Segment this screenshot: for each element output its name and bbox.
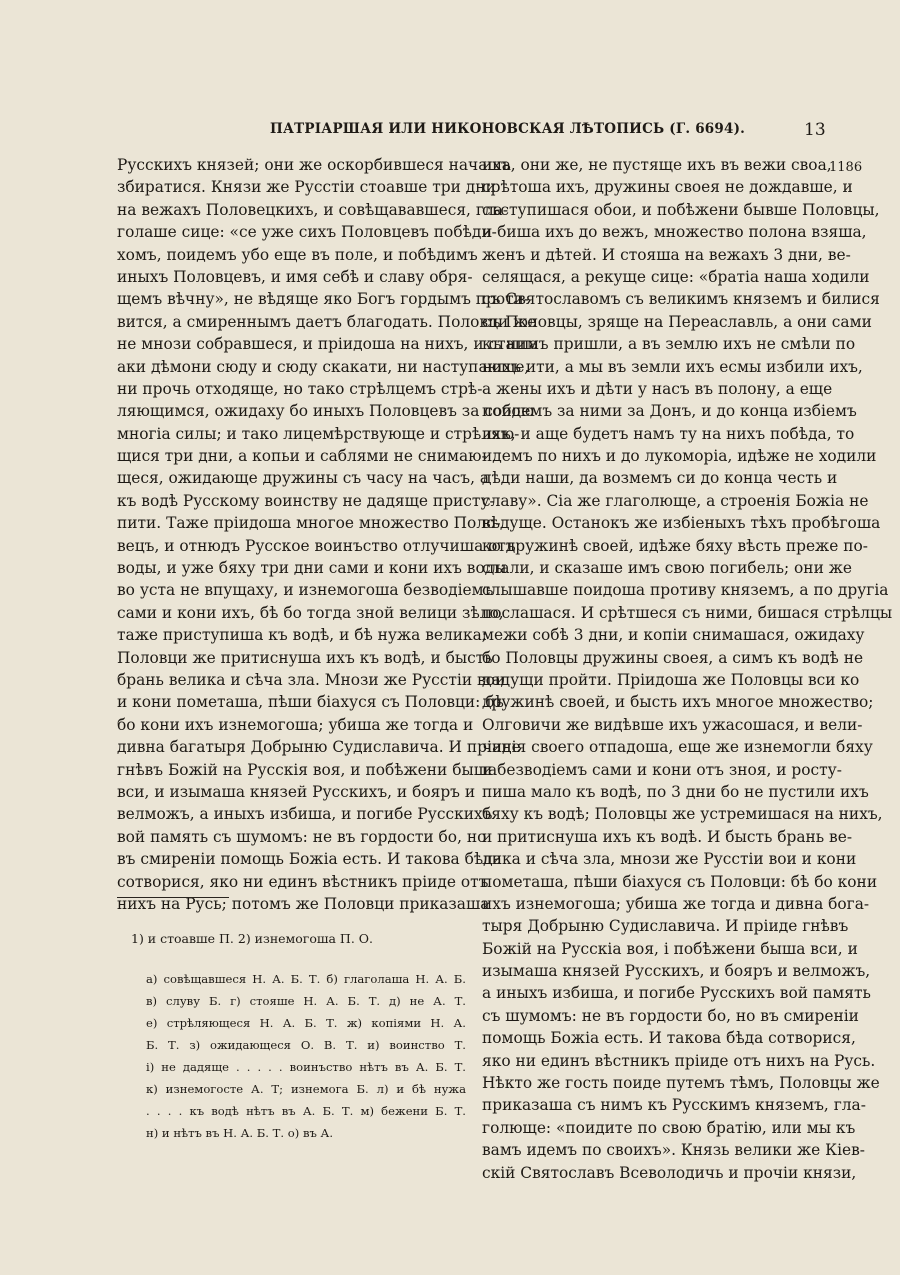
text-line: съ Святославомъ съ великимъ княземъ и билися <box>482 290 880 309</box>
text-line: поидемъ за ними за Донъ, и до конца избіемъ <box>482 402 857 421</box>
text-line: вецъ, и отнюдъ Русское воинъство отлучиша отъ <box>117 536 516 555</box>
text-line: многіа силы; и тако лицемѣрствующе и стрѣляю- <box>117 424 520 443</box>
text-line: ихъ изнемогоша; убиша же тогда и дивна бога- <box>482 894 870 913</box>
text-line: пометаша, пѣши біахуся съ Половци: бѣ бо кони <box>482 872 878 891</box>
text-line: ко дружинѣ своей, идѣже бяху вѣсть преже по- <box>482 536 868 555</box>
text-line: нихъ ити, а мы въ земли ихъ есмы избили ихъ, <box>482 357 863 376</box>
text-line: срѣтоша ихъ, дружины своея не дождавше, и <box>482 178 853 197</box>
text-line: брань велика и сѣча зла. Мнози же Русстіи вои <box>117 670 506 689</box>
text-line: и кони пометаша, пѣши біахуся съ Половци: бѣ <box>117 693 504 712</box>
footnote-divider <box>117 897 229 898</box>
text-line: и биша ихъ до вежъ, множество полона взяша, <box>482 223 867 242</box>
text-line: воды, и уже бяху три дни сами и кони ихъ воды <box>117 559 507 578</box>
text-line: Нѣкто же гость поиде путемъ тѣмъ, Половцы же <box>482 1074 880 1093</box>
text-line: слышавше поидоша противу княземъ, а по другіа <box>482 581 889 600</box>
text-line: збиратися. Князи же Русстіи стоавше три дни <box>117 178 496 197</box>
variant-line: в) слуву Б. г) стояше Н. А. Б. Т. д) не А. Т. <box>146 994 466 1008</box>
text-line: приказаша съ нимъ къ Русскимъ княземъ, гла- <box>482 1096 866 1115</box>
text-line: вѣдуще. Останокъ же избіеныхъ тѣхъ пробѣгоша <box>482 514 881 533</box>
text-line: Половци же притиснуша ихъ къ водѣ, и бысть <box>117 648 493 667</box>
text-line: межи собѣ 3 дни, и копіи снимашася, ожидаху <box>482 626 865 645</box>
text-line: въ смиреніи помощь Божіа есть. И такова бѣда <box>117 850 502 869</box>
text-line: гнѣвъ Божій на Русскія воя, и побѣжени быша <box>117 760 498 779</box>
text-line: а жены ихъ и дѣти у насъ въ полону, а еще <box>482 379 833 398</box>
text-line: во уста не впущаху, и изнемогоша безводіемъ <box>117 581 494 600</box>
footnotes: 1) и стоавше П. 2) изнемогоша П. О. <box>131 931 373 946</box>
text-line: бо кони ихъ изнемогоша; убиша же тогда и <box>117 715 474 734</box>
text-line: Божій на Русскіа воя, і побѣжени быша вси, и <box>482 939 858 958</box>
text-line: аки дѣмони сюду и сюду скакати, ни наступающе, <box>117 357 530 376</box>
variant-line: Б. Т. з) ожидающеся О. В. Т. и) воинство Т. <box>146 1038 466 1052</box>
text-line: скій Святославъ Всеволодичь и прочіи князи, <box>482 1163 857 1182</box>
variant-line: е) стрѣляющеся Н. А. Б. Т. ж) копіями Н. А. <box>146 1016 466 1030</box>
text-line: яко ни единъ вѣстникъ пріиде отъ нихъ на Русь. <box>482 1051 876 1070</box>
margin-year: 1186 <box>829 160 863 175</box>
text-line: и безводіемъ сами и кони отъ зноя, и росту- <box>482 760 842 779</box>
variant-line: . . . . къ водѣ нѣтъ въ А. Б. Т. м) бежени Б. Т. <box>146 1104 466 1118</box>
text-line: женъ и дѣтей. И стояша на вежахъ 3 дни, ве- <box>482 245 851 264</box>
text-line: и притиснуша ихъ къ водѣ. И бысть брань ве- <box>482 827 853 846</box>
text-line: пити. Таже пріидоша многое множество Поло- <box>117 514 501 533</box>
text-line: изымаша князей Русскихъ, и бояръ и велможъ, <box>482 962 871 981</box>
text-line: дѣди наши, да возмемъ си до конца честь и <box>482 469 838 488</box>
text-line: съступишася обои, и побѣжени бывше Половцы, <box>482 200 880 219</box>
text-line: щися три дни, а копьи и саблями не снимаю- <box>117 447 487 466</box>
text-line: славу». Сіа же глаголюще, а строенія Божіа не <box>482 491 869 510</box>
text-line: пиша мало къ водѣ, по 3 дни бо не пустили ихъ <box>482 782 869 801</box>
text-line: щеся, ожидающе дружины съ часу на часъ, а <box>117 469 490 488</box>
text-line: послашася. И срѣтшеся съ ними, бишася стрѣлцы <box>482 603 893 622</box>
left-text-column <box>117 154 539 915</box>
variant-readings <box>146 968 466 1144</box>
text-line: дивна багатыря Добрыню Судиславича. И пріиде <box>117 738 521 757</box>
text-line: дадущи пройти. Пріидоша же Половцы вси ко <box>482 670 860 689</box>
text-line: тыря Добрыню Судиславича. И пріиде гнѣвъ <box>482 917 849 936</box>
variant-line: к) изнемогосте А. Т; изнемога Б. л) и бѣ нужа <box>146 1082 466 1096</box>
text-line: голюще: «поидите по свою братію, или мы къ <box>482 1118 856 1137</box>
text-line: къ водѣ Русскому воинству не дадяще присту- <box>117 491 495 510</box>
text-line: лика и сѣча зла, мнози же Русстіи вои и кони <box>482 850 857 869</box>
variant-line: а) совѣщавшеся Н. А. Б. Т. б) глаголаша Н. А. Б. <box>146 972 466 986</box>
text-line: Русскихъ князей; они же оскорбившеся начаша <box>117 156 511 174</box>
text-line: щемъ вѣчну», не вѣдяще яко Богъ гордымъ проти- <box>117 290 530 309</box>
text-line: хомъ, поидемъ убо еще въ поле, и побѣдимъ <box>117 245 478 264</box>
text-line: чанія своего отпадоша, еще же изнемогли бяху <box>482 738 873 757</box>
text-line: съ шумомъ: не въ гордости бо, но въ смиреніи <box>482 1006 859 1025</box>
text-line: голаше сице: «се уже сихъ Половцевъ побѣди- <box>117 223 497 242</box>
text-line: сами и кони ихъ, бѣ бо тогда зной велици зѣло, <box>117 603 504 622</box>
text-line: вится, а смиреннымъ даетъ благодать. Половци же <box>117 312 537 331</box>
text-line: иныхъ Половцевъ, и имя себѣ и славу обря- <box>117 267 473 286</box>
text-line: съ Половцы, зряще на Переаславль, а они сами <box>482 312 872 331</box>
page-number: 13 <box>804 120 826 140</box>
text-line: на вежахъ Половецкихъ, и совѣщававшеся, гла- <box>117 200 509 219</box>
text-line: къ нимъ пришли, а въ землю ихъ не смѣли по <box>482 335 856 354</box>
text-line: бо Половцы дружины своея, а симъ къ водѣ не <box>482 648 864 667</box>
text-line: дружинѣ своей, и бысть ихъ многое множество; <box>482 693 874 712</box>
text-line: ихъ, и аще будетъ намъ ту на нихъ побѣда, то <box>482 424 855 443</box>
text-line: таже приступиша къ водѣ, и бѣ нужа велика; <box>117 626 487 645</box>
text-line: вамъ идемъ по своихъ». Князь велики же Кіев- <box>482 1141 865 1160</box>
text-line: Олговичи же видѣвше ихъ ужасошася, и вели- <box>482 715 863 734</box>
text-line: ихъ, они же, не пустяще ихъ въ вежи своа, <box>482 156 832 174</box>
text-line: идемъ по нихъ и до лукоморіа, идѣже не ходили <box>482 447 877 466</box>
text-line: сотворися, яко ни единъ вѣстникъ пріиде отъ <box>117 872 489 891</box>
variant-line: н) и нѣтъ въ Н. А. Б. Т. о) въ А. <box>146 1126 334 1140</box>
text-line: вси, и изымаша князей Русскихъ, и бояръ и <box>117 782 476 801</box>
text-line: а иныхъ избиша, и погибе Русскихъ вой память <box>482 984 871 1003</box>
text-line: помощь Божіа есть. И такова бѣда сотворися, <box>482 1029 856 1048</box>
text-line: нихъ на Русь; потомъ же Половци приказаша <box>117 894 490 913</box>
text-line: велможъ, а иныхъ избиша, и погибе Русскихъ <box>117 805 493 824</box>
text-line: бяху къ водѣ; Половцы же устремишася на нихъ, <box>482 805 883 824</box>
text-line: вой память съ шумомъ: не въ гордости бо, но <box>117 827 487 846</box>
variant-line: і) не дадяще . . . . . воинъство нѣтъ въ А. Б. Т. <box>146 1060 466 1074</box>
text-line: ляющимся, ожидаху бо иныхъ Половцевъ за собою <box>117 402 535 421</box>
text-line: слали, и сказаше имъ свою погибель; они же <box>482 559 852 578</box>
text-line: ни прочь отходяще, но тако стрѣлцемъ стрѣ- <box>117 379 483 398</box>
text-line: не мнози собравшеся, и пріидоша на нихъ, и сташа <box>117 335 539 354</box>
running-header: ПАТРІАРШАЯ ИЛИ НИКОНОВСКАЯ ЛѢТОПИСЬ (Г. 6694). <box>270 121 746 137</box>
text-line: селящася, а рекуще сице: «братіа наша ходили <box>482 267 870 286</box>
